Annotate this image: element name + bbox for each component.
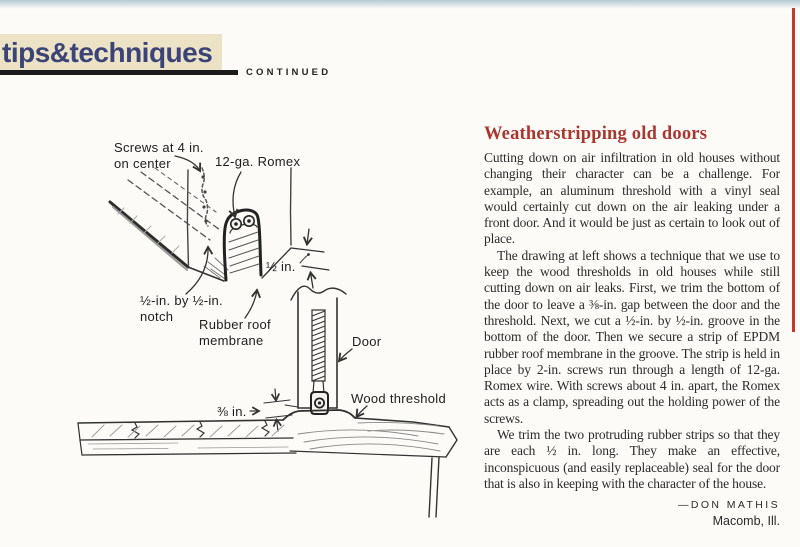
masthead-rule (0, 70, 238, 75)
article-paragraph-3: We trim the two protruding rubber strips so that they are each ½ in. long. They make an effective, inconspicuous (and easily replaceable) seal for the door that is also in keeping with the character of the house. (484, 427, 780, 491)
article-paragraph-1: Cutting down on air infiltration in old houses without changing their character can be a challenge. For example, an aluminum threshold with a vinyl seal would certainly cut down on the air leaking under a front door. And it would be just as certain to look out of place. (484, 150, 780, 247)
label-three-eighths: ⅜ in. (217, 404, 247, 419)
masthead-bar (0, 34, 222, 70)
technical-drawing (58, 122, 482, 532)
label-wood-threshold: Wood threshold (351, 391, 447, 406)
label-membrane-line1: Rubber roof (199, 317, 271, 332)
article-paragraph-2: The drawing at left shows a technique that we use to keep the wood thresholds in old houses while still cutting down on air leaks. First, we trim the bottom of the door to leave a ⅜-in. gap between the door and the threshold. Next, we cut a ½-in. by ½-in. groove in the bottom of the door. Then we secure a strip of EPDM rubber roof membrane in the groove. The strip is held in place by 2-in. screws run through a length of 12-ga. Romex wire. With screws about 4 in. apart, the Romex acts as a clamp, spreading out the holding power of the screws. (484, 247, 780, 426)
weatherstrip-illustration (58, 122, 482, 532)
label-romex: 12-ga. Romex (215, 154, 301, 169)
masthead-title: tips&techniques (2, 37, 213, 68)
byline-block (484, 499, 780, 528)
article-column (484, 124, 780, 528)
half-inch-dimension (291, 229, 329, 288)
author-location: Macomb, Ill. (712, 514, 780, 529)
membrane-strip-section (312, 310, 325, 393)
label-notch-line1: ½-in. by ½-in. (140, 293, 223, 308)
three-eighths-dimension (250, 389, 292, 431)
scan-edge-shadow (0, 0, 800, 9)
label-notch-line2: notch (140, 309, 174, 324)
label-half-inch: ½ in. (266, 259, 296, 274)
label-screws-line1: Screws at 4 in. (114, 140, 204, 155)
author-byline: —DON MATHIS (677, 499, 780, 512)
article-title: Weatherstripping old doors (484, 124, 708, 144)
threshold-floor (78, 410, 457, 517)
red-edge-rule (792, 8, 795, 332)
label-membrane-line2: membrane (199, 333, 264, 348)
cross-section-door (250, 286, 367, 431)
continued-label: CONTINUED (246, 67, 332, 78)
membrane-channel (224, 210, 261, 280)
label-screws-line2: on center (114, 156, 171, 171)
label-door: Door (352, 334, 382, 349)
